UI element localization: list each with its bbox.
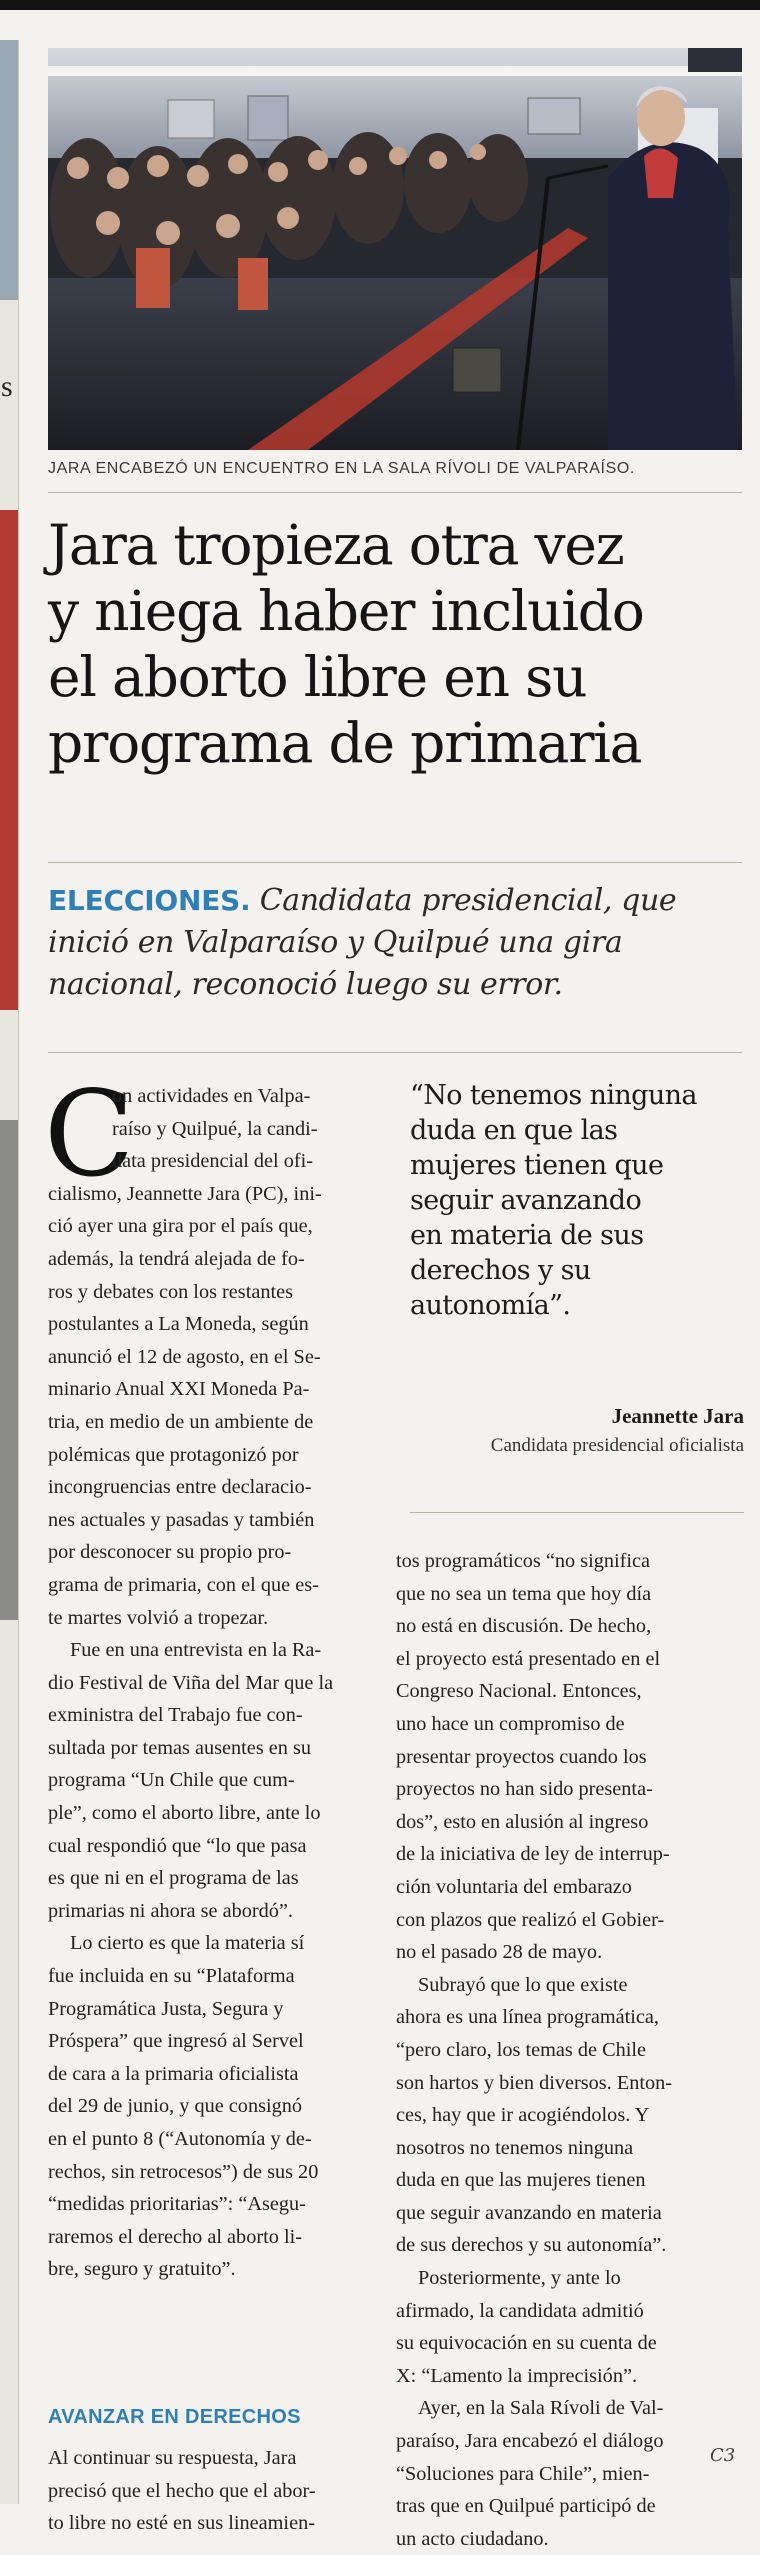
text-line: autonomía”.	[410, 1290, 571, 1321]
text-line: tria, en medio de un ambiente de	[48, 1410, 314, 1433]
article-column-right	[396, 1545, 748, 2555]
article-column-left-continued	[48, 2442, 394, 2540]
text-line: anunció el 12 de agosto, en el Se-	[48, 1345, 321, 1368]
headline-line: programa de primaria	[48, 711, 642, 775]
text-line: dos”, esto en alusión al ingreso	[396, 1810, 649, 1833]
text-line: raremos el derecho al aborto li-	[48, 2225, 302, 2248]
text-line: no está en discusión. De hecho,	[396, 1615, 652, 1638]
text-line: seguir avanzando	[410, 1185, 642, 1216]
section-kicker: ELECCIONES.	[48, 884, 251, 917]
text-line: nosotros no tenemos ninguna	[396, 2136, 634, 2159]
headline-line: el aborto libre en su	[48, 645, 587, 709]
gutter-red-strip	[0, 510, 18, 1010]
text-line: Subrayó que lo que existe	[418, 1973, 628, 1996]
text-line: dio Festival de Viña del Mar que la	[48, 1671, 334, 1694]
text-line: rechos, sin retrocesos”) de sus 20	[48, 2160, 319, 2183]
headline-line: y niega haber incluido	[48, 579, 644, 643]
text-line: nes actuales y pasadas y también	[48, 1508, 315, 1531]
headline	[48, 512, 748, 776]
text-line: bre, seguro y gratuito”.	[48, 2258, 236, 2281]
pull-quote-author: Jeannette Jara	[611, 1404, 744, 1428]
gutter-letter: s	[1, 370, 13, 403]
text-line: presentar proyectos cuando los	[396, 1745, 647, 1768]
text-line: duda en que las mujeres tienen	[396, 2169, 646, 2192]
headline-rule	[48, 862, 742, 863]
text-line: programa “Un Chile que cum-	[48, 1769, 295, 1792]
event-photo-illustration	[48, 48, 742, 450]
text-line: primarias ni ahora se abordó”.	[48, 1899, 293, 1922]
text-line: to libre no esté en sus lineamien-	[48, 2512, 315, 2535]
text-line: cual respondió que “lo que pasa	[48, 1834, 307, 1857]
text-line: polémicas que protagonizó por	[48, 1443, 299, 1466]
text-line: que no sea un tema que hoy día	[396, 1582, 652, 1605]
text-line: paraíso, Jara encabezó el diálogo	[396, 2430, 664, 2453]
text-line: Programática Justa, Segura y	[48, 1997, 284, 2020]
text-line: un acto ciudadano.	[396, 2527, 549, 2550]
text-line: ción voluntaria del embarazo	[396, 1875, 632, 1898]
text-line: ció ayer una gira por el país que,	[48, 1215, 313, 1238]
pull-quote-role: Candidata presidencial oficialista	[490, 1435, 744, 1456]
text-line: no el pasado 28 de mayo.	[396, 1941, 603, 1964]
text-line: cialismo, Jeannette Jara (PC), ini-	[48, 1182, 322, 1205]
text-line: exministra del Trabajo fue con-	[48, 1704, 303, 1727]
text-line: afirmado, la candidata admitió	[396, 2299, 644, 2322]
text-line: incongruencias entre declaracio-	[48, 1476, 312, 1499]
text-line: uno hace un compromiso de	[396, 1712, 625, 1735]
text-line: Ayer, en la Sala Rívoli de Val-	[418, 2397, 664, 2420]
text-line: minario Anual XXI Moneda Pa-	[48, 1378, 310, 1401]
headline-line: Jara tropieza otra vez	[48, 513, 624, 577]
text-line: Próspera” que ingresó al Servel	[48, 2030, 304, 2053]
event-photo	[48, 48, 742, 450]
gutter-gray-strip	[0, 1120, 18, 1620]
lead-line: nacional, reconoció luego su error.	[48, 967, 563, 1002]
text-line: del 29 de junio, y que consignó	[48, 2095, 303, 2118]
text-line: el proyecto está presentado en el	[396, 1647, 661, 1670]
text-line: además, la tendrá alejada de fo-	[48, 1247, 305, 1270]
section-subhead: AVANZAR EN DERECHOS	[48, 2406, 301, 2428]
text-line: fue incluida en su “Plataforma	[48, 1965, 295, 1988]
text-line: ple”, como el aborto libre, ante lo	[48, 1802, 321, 1825]
text-line: postulantes a La Moneda, según	[48, 1313, 309, 1336]
text-line: on actividades en Valpa-	[112, 1085, 311, 1107]
text-line: precisó que el hecho que el abor-	[48, 2479, 316, 2502]
lead-line: inició en Valparaíso y Quilpué una gira	[48, 925, 623, 960]
caption-rule	[48, 492, 742, 493]
text-line: duda en que las	[410, 1115, 618, 1146]
text-line: son hartos y bien diversos. Enton-	[396, 2071, 673, 2094]
text-line: derechos y su	[410, 1255, 591, 1286]
text-line: grama de primaria, con el que es-	[48, 1573, 319, 1596]
text-line: mujeres tienen que	[410, 1150, 664, 1181]
text-line: de sus derechos y su autonomía”.	[396, 2234, 667, 2257]
lead-text: Candidata presidencial, que	[259, 883, 677, 918]
text-line: sultada por temas ausentes en su	[48, 1736, 312, 1759]
photo-caption: JARA ENCABEZÓ UN ENCUENTRO EN LA SALA RÍVOLI DE VALPARAÍSO.	[48, 460, 635, 477]
text-line: raíso y Quilpué, la candi-	[112, 1117, 318, 1140]
text-line: ros y debates con los restantes	[48, 1280, 293, 1303]
text-line: que seguir avanzando en materia	[396, 2201, 662, 2224]
text-line: en materia de sus	[410, 1220, 644, 1251]
text-line: de cara a la primaria oficialista	[48, 2062, 299, 2085]
lead-paragraph	[48, 880, 748, 1006]
text-line: tos programáticos “no significa	[396, 1550, 651, 1572]
text-line: es que ni en el programa de las	[48, 1867, 299, 1890]
text-line: “Soluciones para Chile”, mien-	[396, 2462, 650, 2485]
text-line: en el punto 8 (“Autonomía y de-	[48, 2128, 312, 2150]
text-line: de la iniciativa de ley de interrup-	[396, 1843, 670, 1866]
text-line: X: “Lamento la imprecisión”.	[396, 2364, 638, 2387]
end-of-article-mark: C3	[710, 2445, 736, 2466]
gutter-photo-strip	[0, 40, 18, 300]
text-line: proyectos no han sido presenta-	[396, 1778, 653, 1801]
top-rule	[0, 0, 760, 10]
adjacent-page-gutter	[0, 40, 19, 2504]
lead-line	[48, 880, 748, 922]
text-line: Fue en una entrevista en la Ra-	[70, 1639, 322, 1662]
drop-cap: C	[44, 1065, 135, 1203]
article-column-left	[48, 1080, 394, 2286]
text-line: te martes volvió a tropezar.	[48, 1606, 269, 1629]
text-line: data presidencial del ofi-	[112, 1150, 314, 1173]
pull-quote-rule	[410, 1512, 744, 1513]
pull-quote	[410, 1078, 750, 1323]
text-line: ces, hay que ir acogiéndolos. Y	[396, 2104, 650, 2127]
text-line: “pero claro, los temas de Chile	[396, 2038, 647, 2061]
text-line: Posteriormente, y ante lo	[418, 2267, 621, 2290]
text-line: ahora es una línea programática,	[396, 2006, 659, 2029]
text-line: “medidas prioritarias”: “Asegu-	[48, 2193, 306, 2216]
text-line: con plazos que realizó el Gobier-	[396, 1908, 665, 1931]
text-line: por desconocer su propio pro-	[48, 1541, 292, 1564]
text-line: Al continuar su respuesta, Jara	[48, 2447, 297, 2469]
text-line: su equivocación en su cuenta de	[396, 2332, 657, 2355]
text-line: tras que en Quilpué participó de	[396, 2495, 656, 2518]
text-line: Lo cierto es que la materia sí	[70, 1932, 305, 1955]
text-line: “No tenemos ninguna	[410, 1080, 697, 1111]
lead-rule	[48, 1052, 742, 1053]
text-line: Congreso Nacional. Entonces,	[396, 1680, 642, 1703]
